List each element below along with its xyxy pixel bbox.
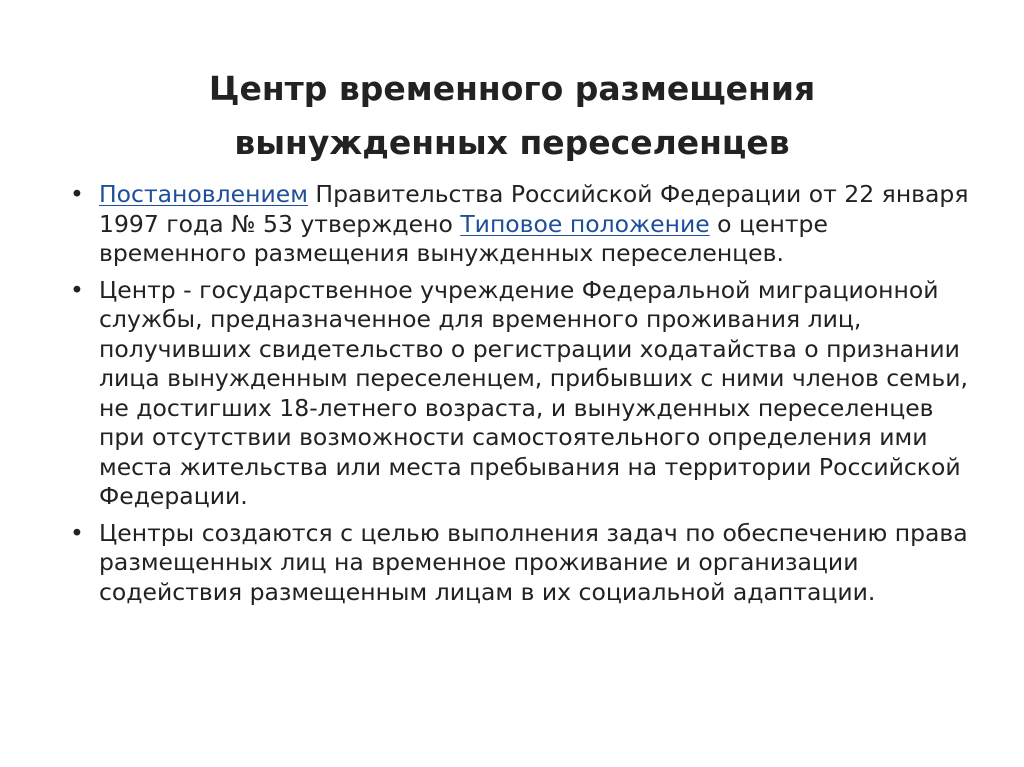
bullet-icon: • [70, 180, 84, 208]
bullet-item-center-purpose [70, 519, 970, 608]
bullet-icon: • [70, 518, 84, 547]
bullet-text: о центре временного размещения вынужденных переселенцев. [99, 209, 828, 267]
bullet-list [70, 180, 970, 614]
bullet-icon: • [70, 275, 84, 304]
resolution-link[interactable]: Постановлением [99, 180, 308, 208]
bullet-item-center-definition [70, 276, 970, 512]
model-regulation-link[interactable]: Типовое положение [460, 209, 710, 238]
slide-title [60, 62, 964, 170]
title-line-2: вынужденных переселенцев [234, 123, 790, 163]
bullet-item-resolution [70, 180, 970, 269]
bullet-text: Центр - государственное учреждение Федеральной миграционной службы, предназначенное для временного проживания лиц, получивших свидетельство о регистрации ходатайства о признании лица вынужденным переселенцем, прибывших с ними членов семьи, не достигших 18-летнего возраста, и вынужденных переселенцев при отсутствии возможности самостоятельного определения ими места жительства или места пребывания на территории Российской Федерации. [99, 275, 968, 510]
bullet-text: Правительства Российской Федерации от 22 января 1997 года № 53 утверждено [99, 180, 969, 238]
title-line-1: Центр временного размещения [208, 69, 816, 109]
bullet-text: Центры создаются с целью выполнения задач по обеспечению права размещенных лиц на временное проживание и организации содействия размещенным лицам в их социальной адаптации. [99, 518, 968, 606]
